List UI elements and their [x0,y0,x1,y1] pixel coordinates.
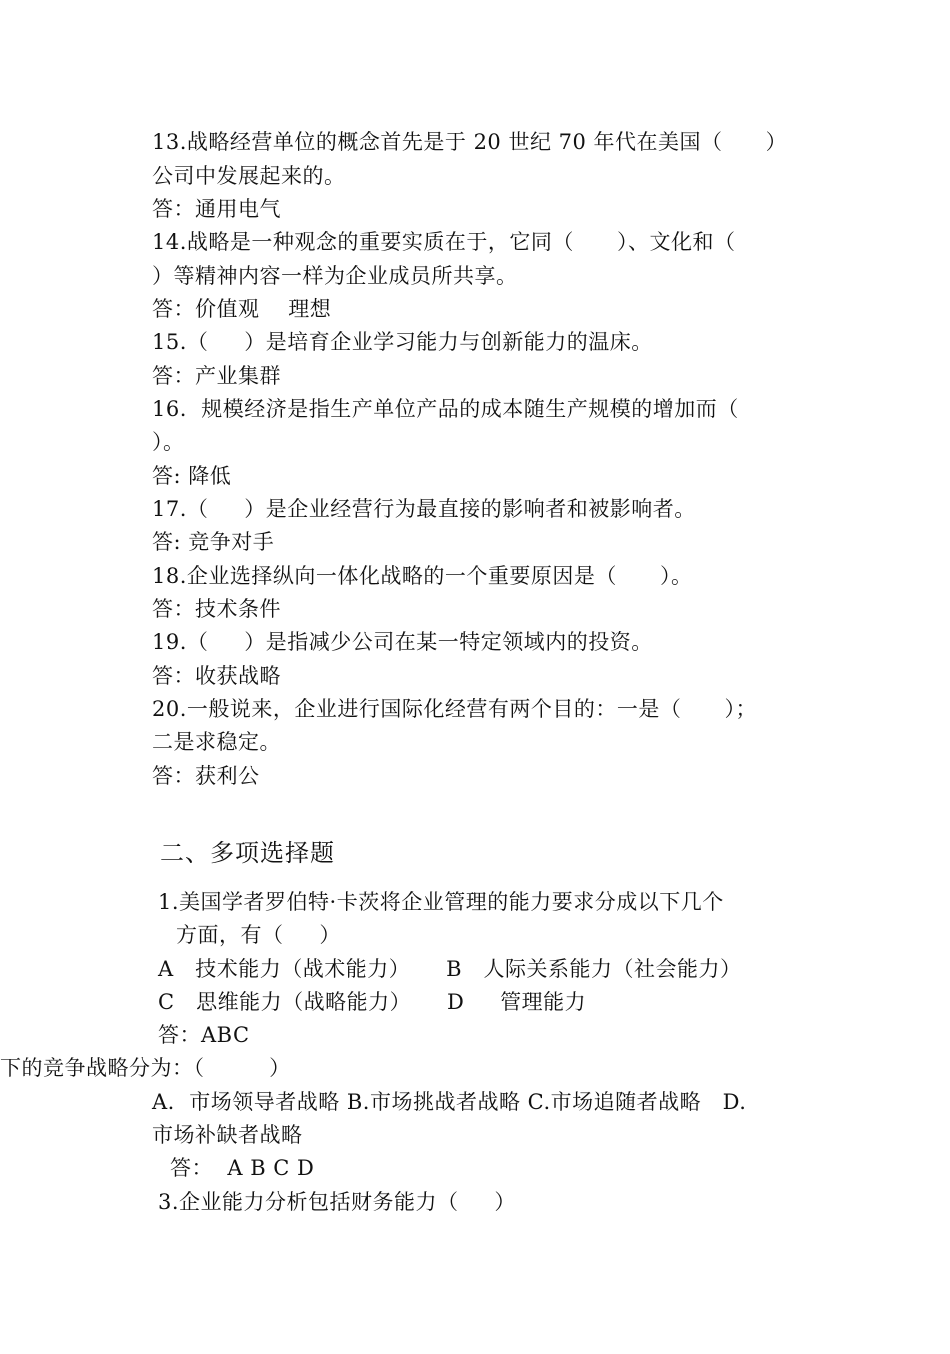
q20-line1: 20.一般说来，企业进行国际化经营有两个目的：一是（ ）； [152,697,757,721]
q20-line2: 二是求稳定。 [152,730,281,754]
q16-line1: 16. 规模经济是指生产单位产品的成本随生产规模的增加而（ [152,397,739,421]
mc2-line1: 下的竞争战略分为：（ ） [0,1056,291,1080]
q15-answer: 答：产业集群 [152,364,281,388]
mc1-line2: 方面，有（ ） [176,923,341,947]
q16-line2: ）。 [152,430,185,454]
q18-line1: 18.企业选择纵向一体化战略的一个重要原因是（ ）。 [152,564,693,588]
q13-answer: 答：通用电气 [152,197,281,221]
mc3-line1: 3.企业能力分析包括财务能力（ ） [158,1190,516,1214]
mc1-options-ab: A 技术能力（战术能力） B 人际关系能力（社会能力） [158,957,742,981]
q14-answer: 答：价值观 理想 [152,297,332,321]
q17-answer: 答: 竞争对手 [152,530,275,554]
q18-answer: 答：技术条件 [152,597,281,621]
q15-line1: 15.（ ）是培育企业学习能力与创新能力的温床。 [152,330,653,354]
mc1-answer: 答：ABC [158,1023,250,1047]
q16-answer: 答: 降低 [152,464,232,488]
q14-line2: ）等精神内容一样为企业成员所共享。 [152,264,518,288]
mc2-options: A. 市场领导者战略 B.市场挑战者战略 C.市场追随者战略 D. [152,1090,747,1114]
mc1-options-cd: C 思维能力（战略能力） D 管理能力 [158,990,587,1014]
q20-answer: 答：获利公 [152,764,260,788]
mc1-line1: 1.美国学者罗伯特·卡茨将企业管理的能力要求分成以下几个 [158,890,724,914]
mc2-line3: 市场补缺者战略 [152,1123,303,1147]
q17-line1: 17.（ ）是企业经营行为最直接的影响者和被影响者。 [152,497,696,521]
section-heading: 二、多项选择题 [160,839,335,867]
q13-line1: 13.战略经营单位的概念首先是于 20 世纪 70 年代在美国（ ） [152,130,788,154]
q14-line1: 14.战略是一种观念的重要实质在于，它同（ ）、文化和（ [152,230,736,254]
q19-line1: 19.（ ）是指减少公司在某一特定领域内的投资。 [152,630,653,654]
mc2-answer: 答： A B C D [170,1156,315,1180]
q13-line2: 公司中发展起来的。 [152,164,346,188]
q19-answer: 答：收获战略 [152,664,281,688]
